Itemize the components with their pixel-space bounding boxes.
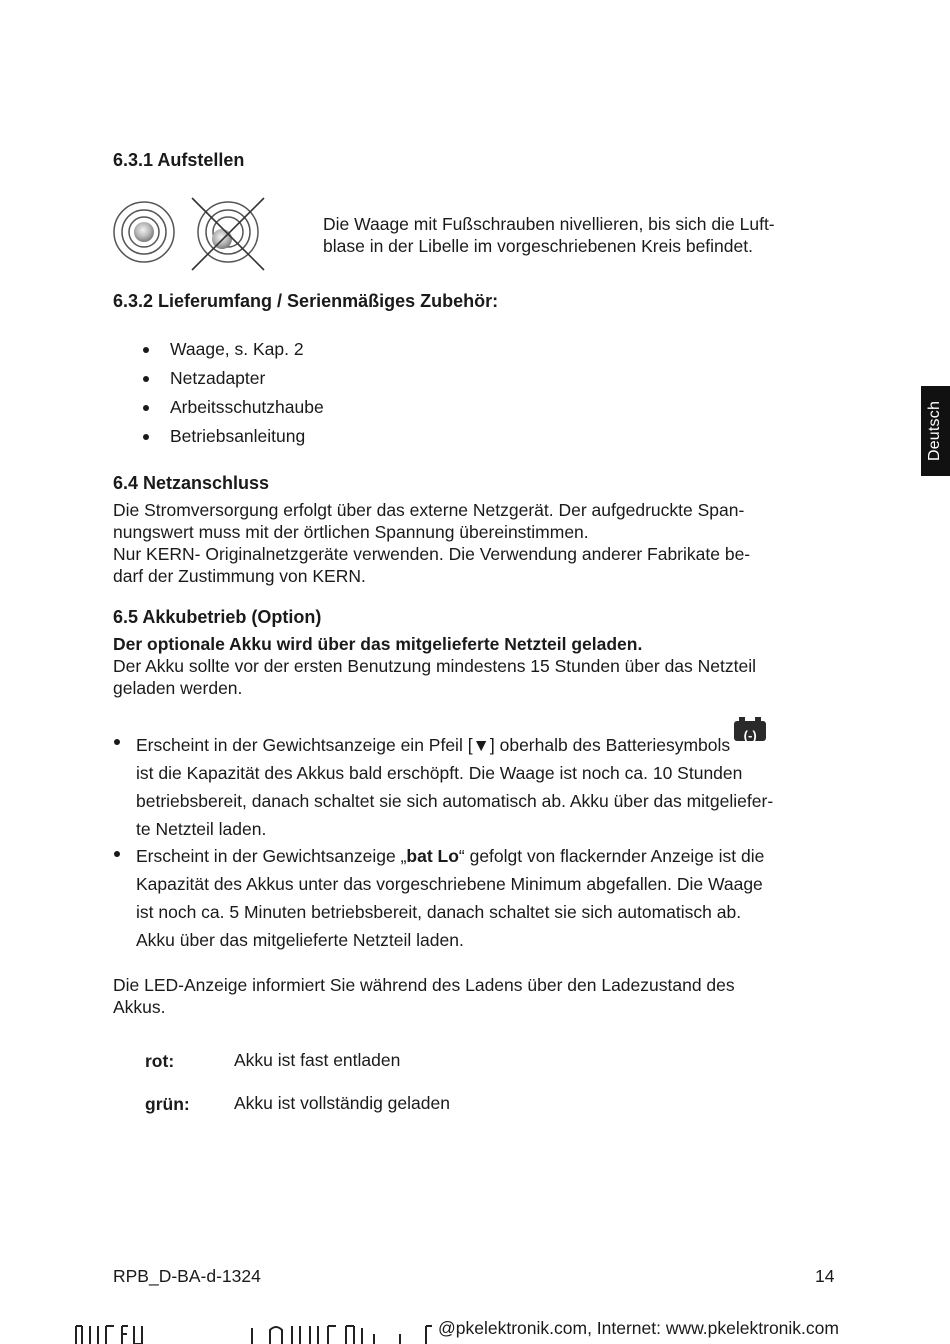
led-desc-red: Akku ist fast entladen xyxy=(234,1050,401,1070)
list-item: Waage, s. Kap. 2 xyxy=(170,339,304,359)
bullet-icon xyxy=(143,347,149,353)
bullet-icon xyxy=(143,434,149,440)
footer-doc-id: RPB_D-BA-d-1324 xyxy=(113,1266,261,1286)
section-6-4-text: Die Stromversorgung erfolgt über das externe Netzgerät. Der aufgedruckte Span- nungswert muss mit der örtlichen Spannung übereinstimmen. Nur KERN- Originalnetzgeräte verwenden. Die Verwendung anderer Fabrikate be- darf der Zustimmung von KERN. xyxy=(113,500,751,586)
led-label-green: grün: xyxy=(145,1094,190,1114)
bullet-icon xyxy=(114,851,120,857)
bullet-icon xyxy=(114,739,120,745)
section-6-5-heading: 6.5 Akkubetrieb (Option) xyxy=(113,607,322,627)
list-item: Betriebsanleitung xyxy=(170,426,306,446)
battery-icon: (-) xyxy=(734,721,766,741)
level-correct-icon xyxy=(114,202,174,262)
led-desc-green: Akku ist vollständig geladen xyxy=(234,1093,450,1113)
footer-page-number: 14 xyxy=(815,1266,835,1286)
cropped-text-fragment xyxy=(70,1316,440,1344)
footer-contact: @pkelektronik.com, Internet: www.pkelektronik.com xyxy=(438,1318,839,1338)
section-6-3-1-heading: 6.3.1 Aufstellen xyxy=(113,150,245,170)
bullet-icon xyxy=(143,405,149,411)
led-label-red: rot: xyxy=(145,1051,175,1071)
section-6-3-2-heading: 6.3.2 Lieferumfang / Serienmäßiges Zubehör: xyxy=(113,291,499,311)
language-tab-label: Deutsch xyxy=(926,400,944,462)
spirit-level-illustration xyxy=(108,196,270,272)
list-item: Arbeitsschutzhaube xyxy=(170,397,324,417)
led-info-text: Die LED-Anzeige informiert Sie während des Ladens über den Ladezustand des Akkus. xyxy=(113,975,735,1017)
section-6-5-intro: Der optionale Akku wird über das mitgelieferte Netzteil geladen. Der Akku sollte vor der ersten Benutzung mindestens 15 Stunden über das Netzteil geladen werden. xyxy=(113,634,757,698)
section-6-3-1-text: Die Waage mit Fußschrauben nivellieren, bis sich die Luft- blase in der Libelle im vorgeschriebenen Kreis befindet. xyxy=(323,214,775,256)
list-item: Netzadapter xyxy=(170,368,266,388)
language-tab xyxy=(921,386,950,476)
footer-contact-strip xyxy=(70,1316,950,1344)
section-6-4-heading: 6.4 Netzanschluss xyxy=(113,473,270,493)
level-incorrect-icon xyxy=(192,198,264,270)
bullet-icon xyxy=(143,376,149,382)
